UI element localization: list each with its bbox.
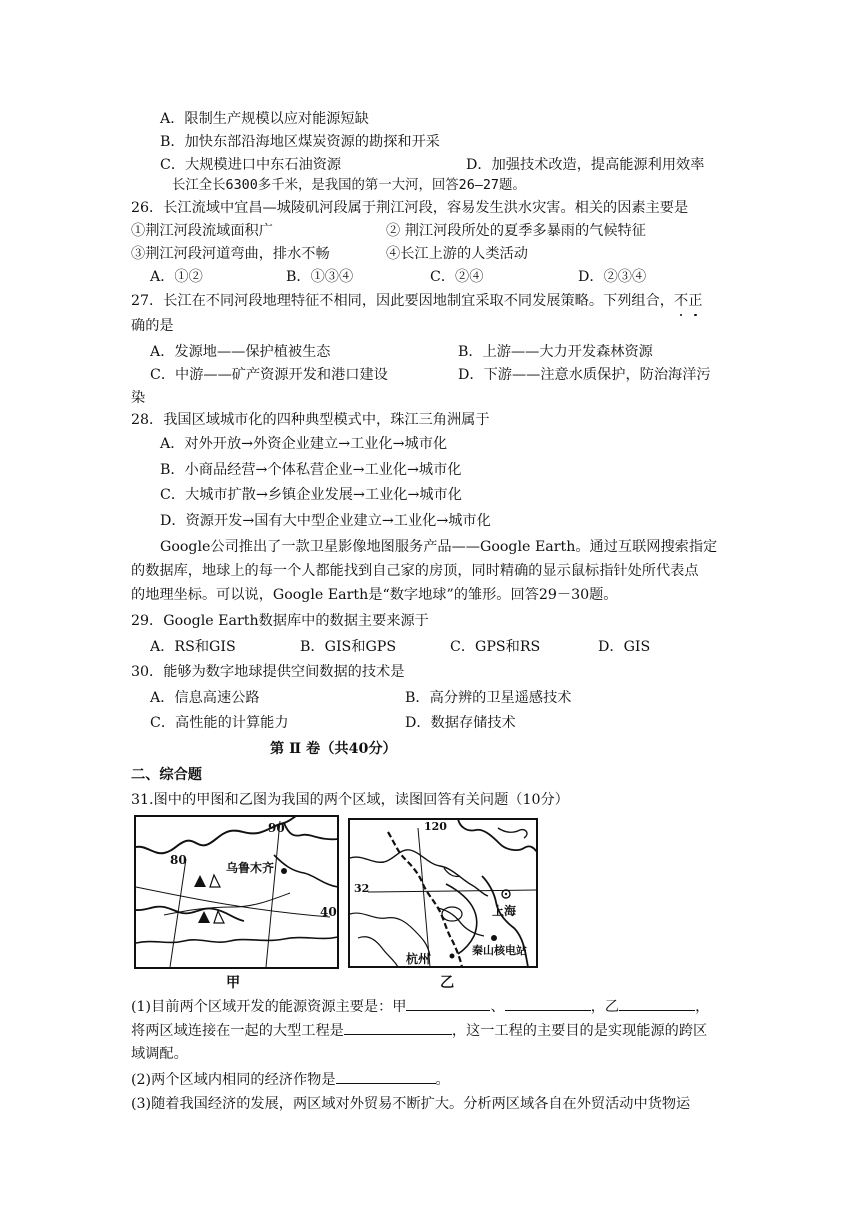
q28-option-c: C．大城市扩散→乡镇企业发展→工业化→城市化 xyxy=(160,487,462,503)
map-jia-city-urumqi: 乌鲁木齐 xyxy=(226,861,275,875)
answer-blank-crop[interactable] xyxy=(336,1069,436,1084)
q29-30-intro-line-1: Google公司推出了一款卫星影像地图服务产品——Google Earth。通过互联网搜索指定 xyxy=(160,539,718,555)
map-yi-label-qinshan: 秦山核电站 xyxy=(472,944,527,957)
q26-statement-3: ③荆江河段河道弯曲，排水不畅 xyxy=(131,246,330,262)
section-heading: 二、综合题 xyxy=(131,767,202,783)
q26-stem: 26．长江流域中宜昌—城陵矶河段属于荆江河段，容易发生洪水灾害。相关的因素主要是 xyxy=(131,200,689,216)
q25-option-d: D．加强技术改造，提高能源利用效率 xyxy=(466,157,705,173)
q27-stem xyxy=(131,291,702,311)
q25-option-b: B．加快东部沿海地区煤炭资源的勘探和开采 xyxy=(160,134,440,150)
map-yi xyxy=(348,818,538,968)
q28-option-d: D．资源开发→国有大中型企业建立→工业化→城市化 xyxy=(160,513,491,529)
q28-option-b: B．小商品经营→个体私营企业→工业化→城市化 xyxy=(160,462,462,478)
q27-option-b: B．上游——大力开发森林资源 xyxy=(458,344,653,360)
q28-stem: 28．我国区域城市化的四种典型模式中，珠江三角洲属于 xyxy=(131,412,490,428)
q31-part-1-line-2-text: 将两区域连接在一起的大型工程是 xyxy=(131,1023,344,1039)
q27-option-a: A．发源地——保护植被生态 xyxy=(150,344,331,360)
q27-stem-text: 27．长江在不同河段地理特征不相同，因此要因地制宜采取不同发展策略。下列组合， xyxy=(131,293,674,309)
q30-option-c: C．高性能的计算能力 xyxy=(150,715,289,731)
q30-option-b: B．高分辨的卫星遥感技术 xyxy=(405,690,572,706)
q26-statement-1: ①荆江河段流域面积广 xyxy=(131,223,273,239)
q29-option-d: D．GIS xyxy=(598,639,651,655)
map-jia xyxy=(134,815,339,969)
q25-option-c: C．大规模进口中东石油资源 xyxy=(160,157,342,173)
map-yi-label-shanghai: 上海 xyxy=(492,904,517,918)
q26-27-intro: 长江全长6300多千米，是我国的第一大河，回答26—27题。 xyxy=(172,178,526,193)
q29-option-c: C．GPS和RS xyxy=(450,639,541,655)
q31-part-1-line-3: 域调配。 xyxy=(131,1046,188,1062)
map-yi-label-hangzhou: 杭州 xyxy=(406,952,431,966)
q26-option-a: A．①② xyxy=(150,269,203,285)
q29-30-intro-line-2: 的数据库，地球上的每一个人都能找到自己家的房顶，同时精确的显示鼠标指针处所代表点 xyxy=(131,563,699,579)
q26-option-d: D．②③④ xyxy=(578,269,647,285)
q27-emphasis-char-2: 正 xyxy=(688,293,703,309)
map-jia-lon-80: 80 xyxy=(170,853,187,867)
answer-blank-project[interactable] xyxy=(344,1020,452,1035)
map-yi-caption: 乙 xyxy=(440,975,455,991)
q31-part-1-sep-1: 、 xyxy=(490,999,505,1015)
q31-part-1-line-2-tail: ，这一工程的主要目的是实现能源的跨区 xyxy=(451,1023,708,1039)
q30-option-a: A．信息高速公路 xyxy=(150,690,260,706)
map-jia-drawing xyxy=(134,815,339,969)
q26-option-b: B．①③④ xyxy=(286,269,354,285)
map-yi-lon-120: 120 xyxy=(424,820,447,833)
q30-stem: 30．能够为数字地球提供空间数据的技术是 xyxy=(131,664,405,680)
q29-30-intro-line-3: 的地理坐标。可以说，Google Earth是“数字地球”的雏形。回答29－30题。 xyxy=(131,587,618,603)
q27-stem-continued: 确的是 xyxy=(131,318,174,334)
answer-blank-jia-2[interactable] xyxy=(505,996,591,1011)
q27-option-c: C．中游——矿产资源开发和港口建设 xyxy=(150,367,388,383)
q26-statement-4: ④长江上游的人类活动 xyxy=(386,246,528,262)
q29-stem: 29．Google Earth数据库中的数据主要来源于 xyxy=(131,613,429,629)
q26-statement-2: ② 荆江河段所处的夏季多暴雨的气候特征 xyxy=(386,223,646,239)
q27-option-d-continued: 染 xyxy=(131,390,146,406)
answer-blank-yi[interactable] xyxy=(619,996,695,1011)
q31-part-1-text: (1)目前两个区域开发的能源资源主要是：甲 xyxy=(131,999,407,1015)
map-jia-lat-40: 40 xyxy=(320,905,337,919)
q31-part-2-end: 。 xyxy=(435,1072,450,1088)
q31-part-1-line-2 xyxy=(131,1020,707,1041)
q26-option-c: C．②④ xyxy=(430,269,484,285)
q29-option-b: B．GIS和GPS xyxy=(300,639,397,655)
q31-part-1-sep-2: ，乙 xyxy=(590,999,620,1015)
map-jia-caption: 甲 xyxy=(226,975,241,991)
q27-option-d: D．下游——注意水质保护，防治海洋污 xyxy=(458,367,711,383)
q31-part-3: (3)随着我国经济的发展，两区域对外贸易不断扩大。分析两区域各自在外贸活动中货物运 xyxy=(131,1096,691,1112)
part-2-title: 第 Ⅱ 卷（共40分） xyxy=(270,741,397,757)
q29-option-a: A．RS和GIS xyxy=(150,639,236,655)
q31-part-2-text: (2)两个区域内相同的经济作物是 xyxy=(131,1072,336,1088)
q31-stem: 31.图中的甲图和乙图为我国的两个区域，读图回答有关问题（10分） xyxy=(131,792,569,808)
map-yi-lat-32: 32 xyxy=(354,882,370,895)
map-jia-lon-90: 90 xyxy=(268,821,285,835)
answer-blank-jia-1[interactable] xyxy=(406,996,490,1011)
q25-option-a: A．限制生产规模以应对能源短缺 xyxy=(160,111,369,127)
q27-emphasis-char-1: 不 xyxy=(674,293,689,309)
q31-part-1-line-1 xyxy=(131,996,709,1017)
q30-option-d: D．数据存储技术 xyxy=(405,715,516,731)
q31-part-2 xyxy=(131,1069,450,1090)
q28-option-a: A．对外开放→外资企业建立→工业化→城市化 xyxy=(160,436,448,452)
q31-part-1-end: ， xyxy=(695,999,710,1015)
